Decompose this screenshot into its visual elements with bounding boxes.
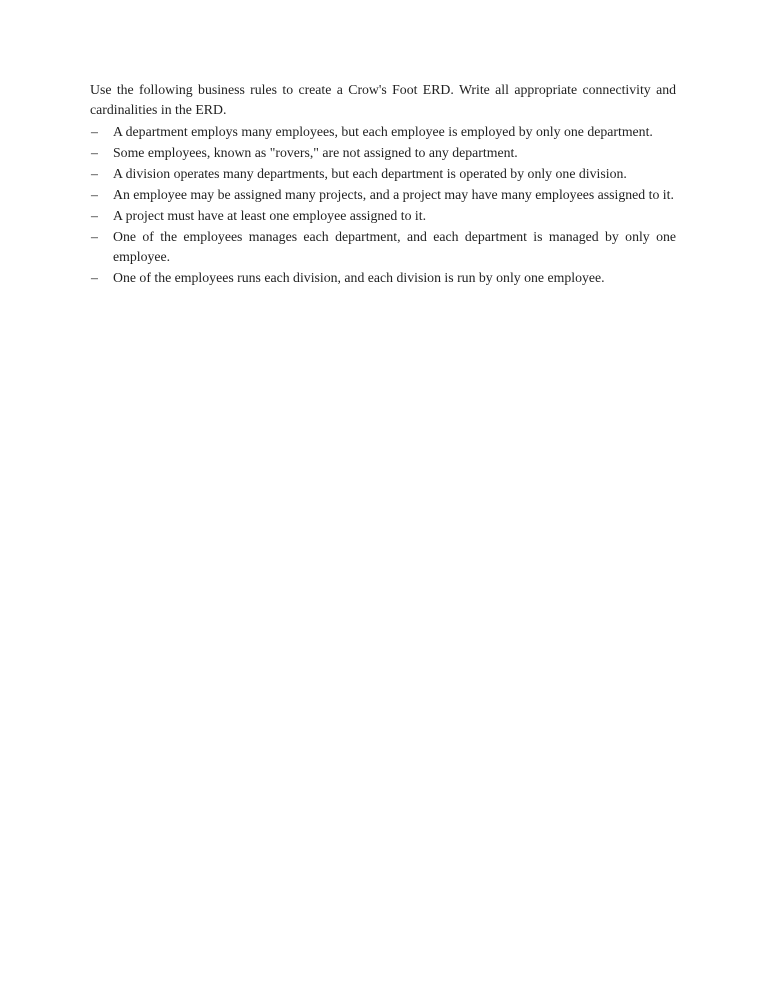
rule-item (90, 185, 676, 205)
dash-bullet: – (91, 270, 98, 285)
dash-bullet: – (91, 124, 98, 139)
rule-item (90, 206, 676, 226)
rule-text: One of the employees runs each division, and each division is run by only one employee. (113, 270, 605, 285)
rule-item (90, 164, 676, 184)
dash-bullet: – (91, 166, 98, 181)
business-rules-list (90, 122, 676, 288)
rule-item (90, 143, 676, 163)
rule-text: An employee may be assigned many projects, and a project may have many employees assigned to it. (113, 187, 674, 202)
dash-bullet: – (91, 187, 98, 202)
intro-paragraph: Use the following business rules to create a Crow's Foot ERD. Write all appropriate connectivity and cardinalities in the ERD. (90, 82, 676, 117)
dash-bullet: – (91, 229, 98, 244)
rule-text: A department employs many employees, but each employee is employed by only one department. (113, 124, 653, 139)
rule-item (90, 268, 676, 288)
dash-bullet: – (91, 208, 98, 223)
rule-text: A project must have at least one employee assigned to it. (113, 208, 427, 223)
rule-text: One of the employees manages each department, and each department is managed by only one employee. (113, 229, 676, 264)
rule-text: Some employees, known as "rovers," are not assigned to any department. (113, 145, 518, 160)
dash-bullet: – (91, 145, 98, 160)
rule-text: A division operates many departments, but each department is operated by only one division. (113, 166, 627, 181)
rule-item (90, 227, 676, 267)
rule-item (90, 122, 676, 142)
